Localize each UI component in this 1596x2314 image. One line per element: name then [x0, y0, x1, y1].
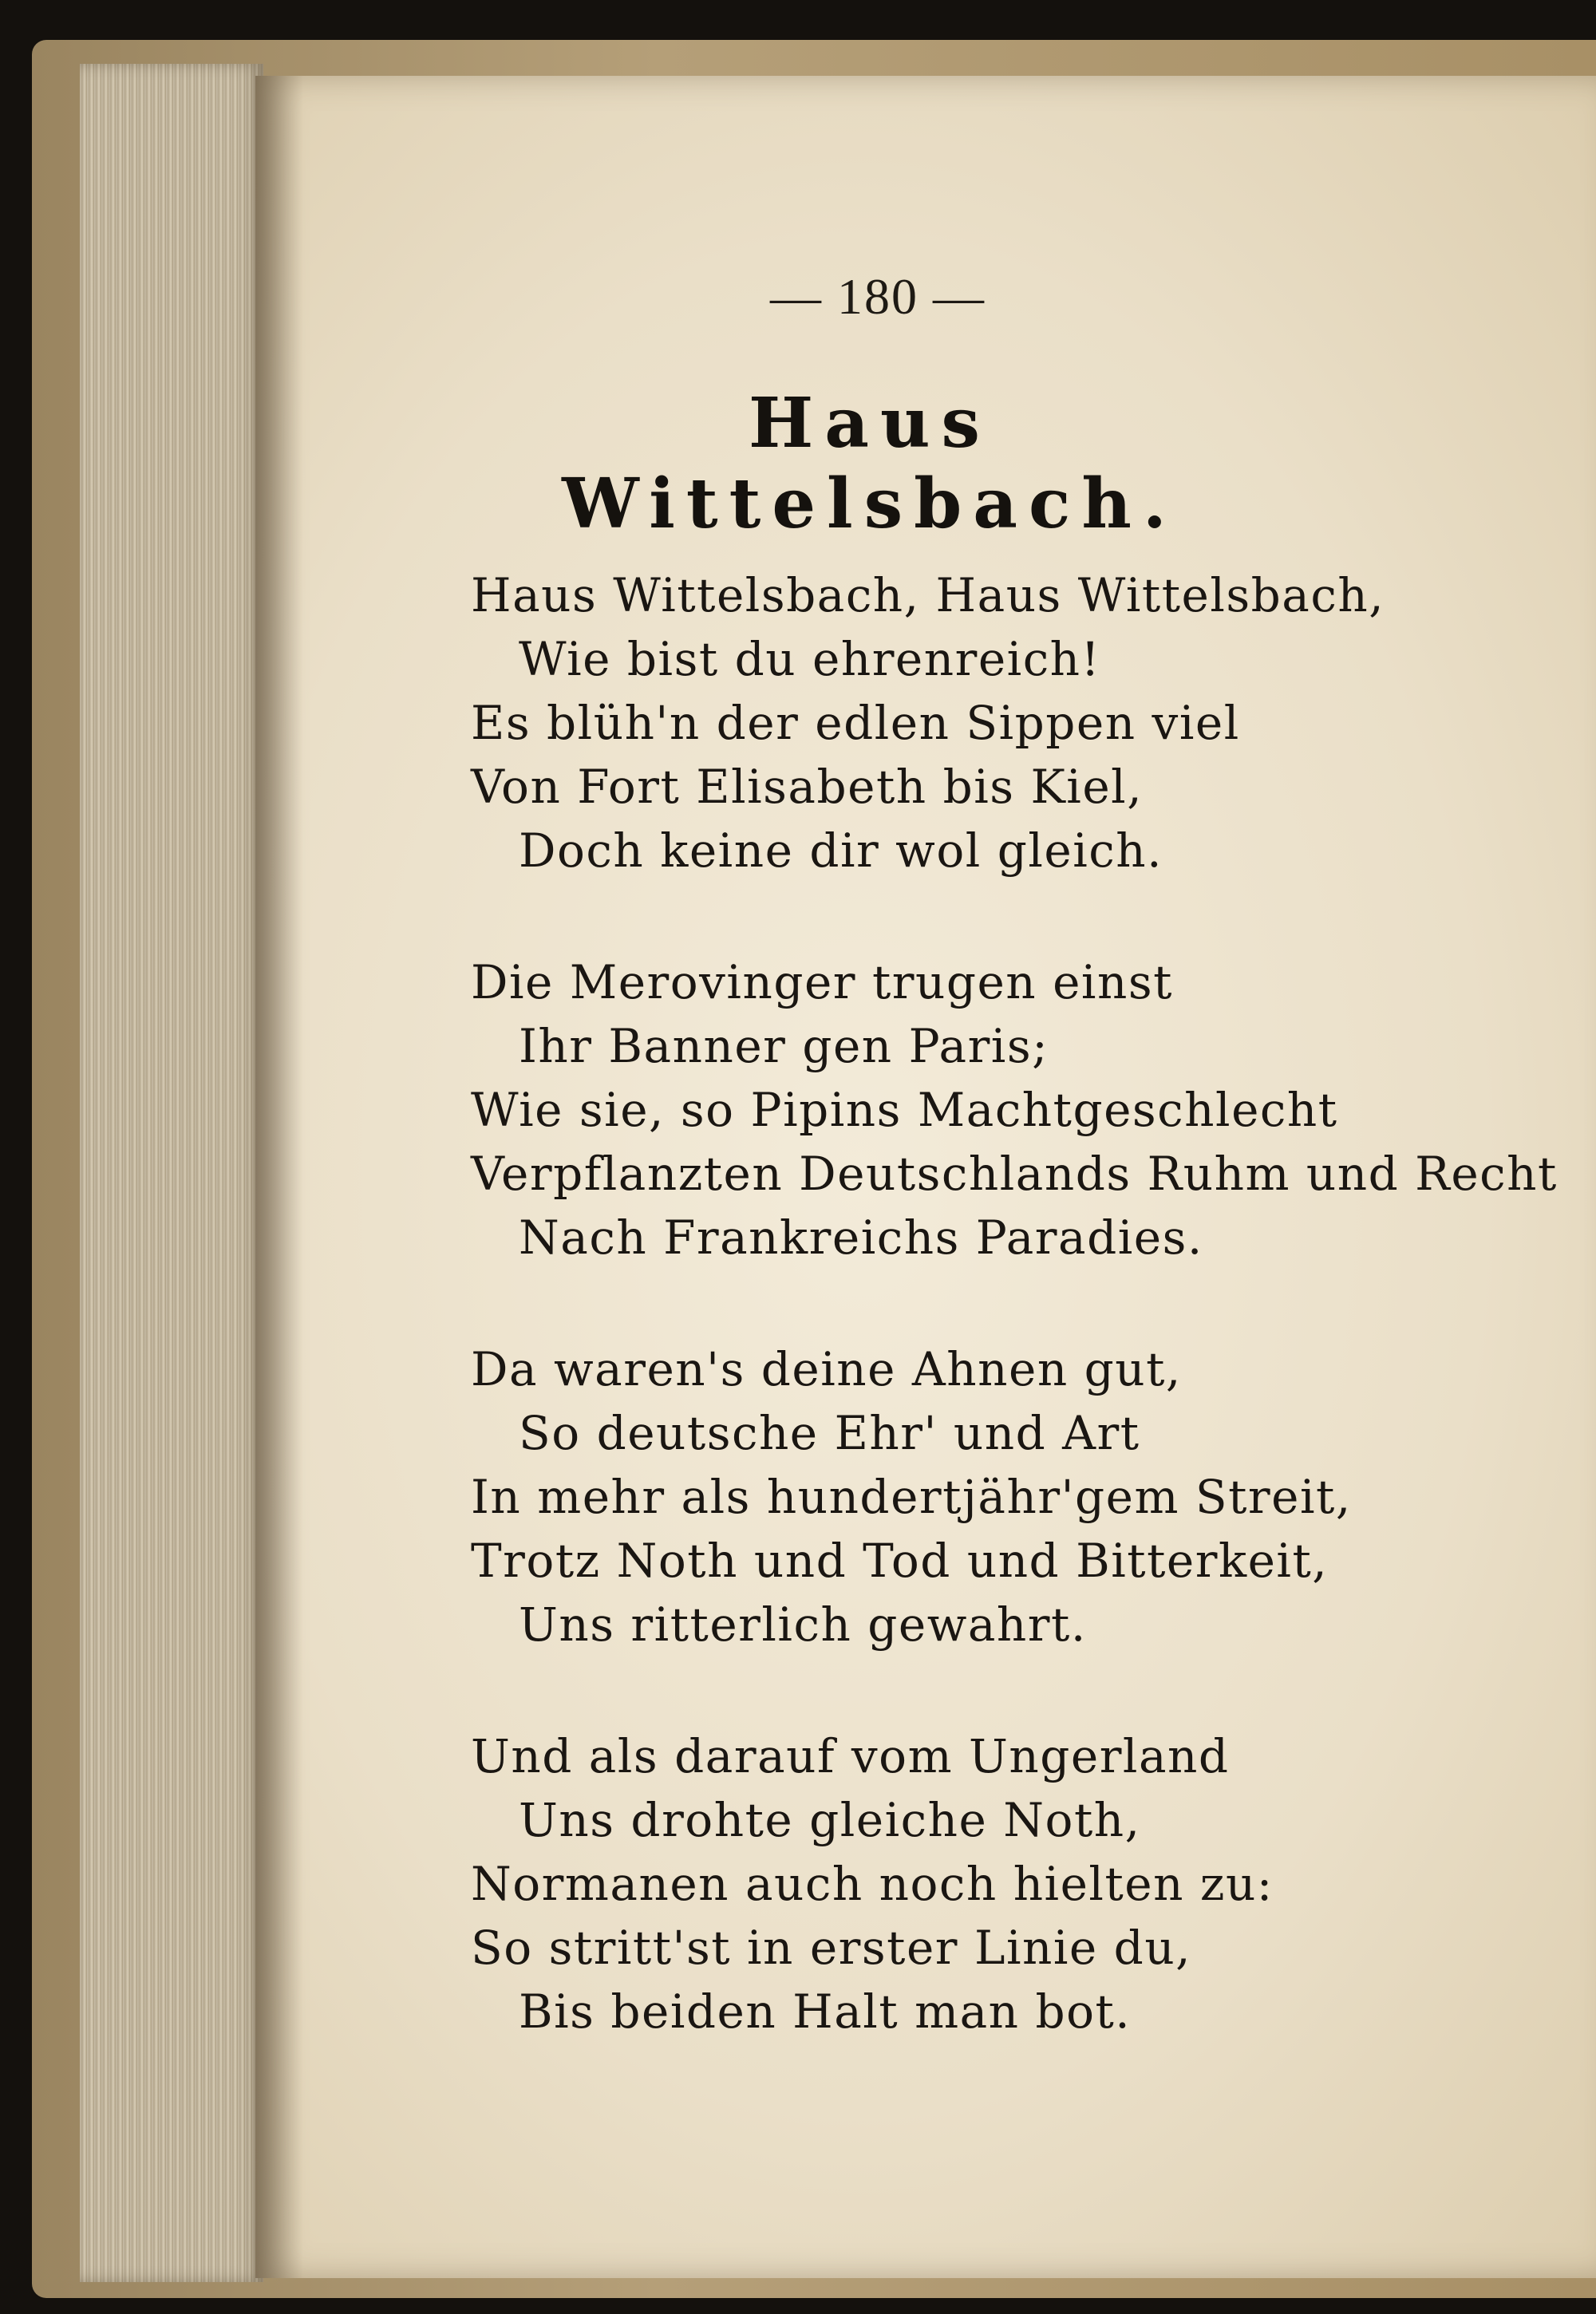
verse-line: Trotz Noth und Tod und Bitterkeit, — [471, 1534, 1329, 1588]
verse-line: Es blüh'n der edlen Sippen viel — [471, 696, 1240, 750]
verse-line: Ihr Banner gen Paris; — [519, 1019, 1049, 1073]
verse-line: In mehr als hundertjähr'gem Streit, — [471, 1470, 1352, 1524]
verse-line: Nach Frankreichs Paradies. — [519, 1210, 1203, 1265]
verse-line: Uns drohte gleiche Noth, — [519, 1793, 1141, 1847]
verse-line: Normanen auch noch hielten zu: — [471, 1857, 1274, 1911]
verse-line: So stritt'st in erster Linie du, — [471, 1921, 1192, 1975]
verse-line: Doch keine dir wol gleich. — [519, 823, 1163, 878]
verse-line: Und als darauf vom Ungerland — [471, 1729, 1230, 1783]
gutter-shadow — [255, 76, 303, 2278]
verse-line: Wie sie, so Pipins Machtgeschlecht — [471, 1083, 1338, 1137]
verse-line: Von Fort Elisabeth bis Kiel, — [471, 760, 1144, 814]
verse-line: Uns ritterlich gewahrt. — [519, 1597, 1087, 1652]
poem-title: Haus Wittelsbach. — [562, 383, 1178, 544]
verse-line: Wie bist du ehrenreich! — [519, 632, 1101, 686]
verse-line: Bis beiden Halt man bot. — [519, 1984, 1132, 2039]
verse-line: Da waren's deine Ahnen gut, — [471, 1342, 1182, 1396]
verse-line: Haus Wittelsbach, Haus Wittelsbach, — [471, 568, 1385, 622]
verse-line: Verpflanzten Deutschlands Ruhm und Recht — [471, 1147, 1558, 1201]
page-number: — 180 — — [770, 268, 986, 325]
verse-line: So deutsche Ehr' und Art — [519, 1406, 1140, 1460]
verse-line: Die Merovinger trugen einst — [471, 955, 1173, 1009]
page-edges — [80, 64, 263, 2282]
